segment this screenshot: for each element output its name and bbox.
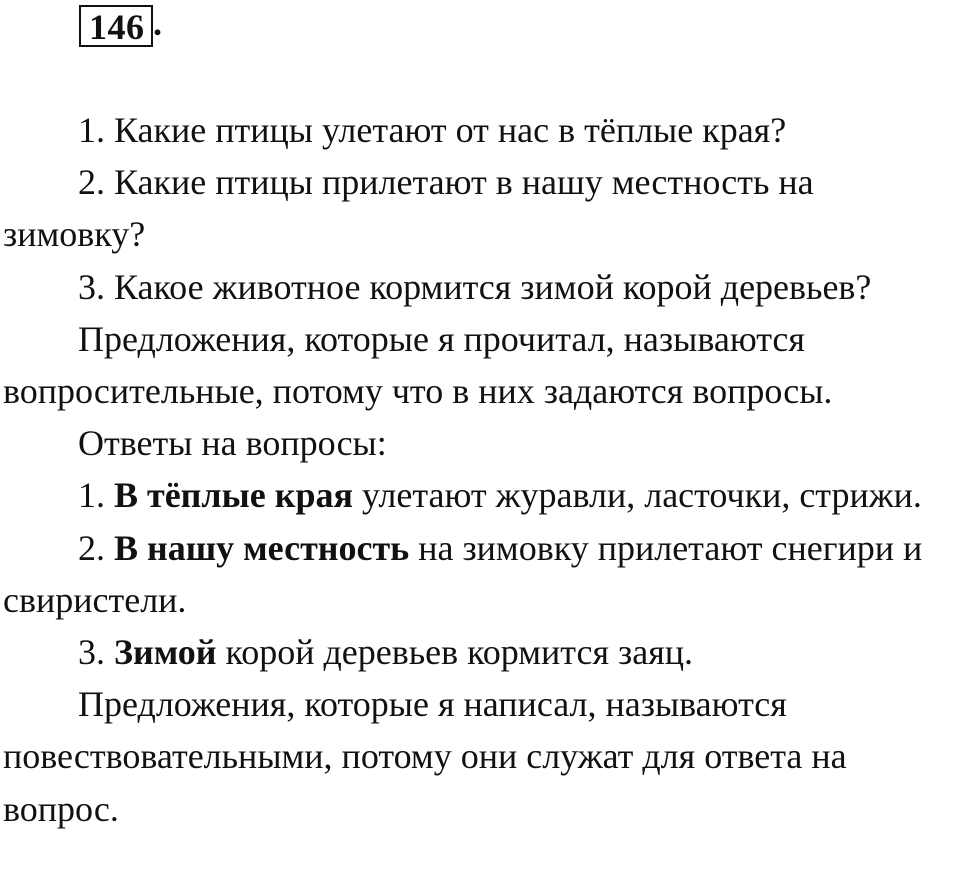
answer-2-rest: на зимовку прилетают снегири и свиристели. <box>3 527 923 620</box>
answer-text <box>3 104 959 835</box>
answer-1 <box>3 469 959 521</box>
answer-1-rest: улетают журавли, ласточки, стрижи. <box>352 475 922 516</box>
answer-2-bold: В нашу местность <box>114 527 410 568</box>
answer-2-number: 2. <box>78 527 114 568</box>
question-1: 1. Какие птицы улетают от нас в тёплые края? <box>78 110 787 150</box>
answer-3-number: 3. <box>78 632 114 673</box>
task-number-dot: . <box>153 3 163 43</box>
answer-3-bold: Зимой <box>114 632 217 673</box>
answer-1-bold: В тёплые края <box>114 475 353 516</box>
task-number-box <box>79 3 163 47</box>
question-3: 3. Какое животное кормится зимой корой деревьев? <box>78 266 872 307</box>
answer-2 <box>3 522 959 626</box>
task-number: 146 <box>89 7 145 47</box>
answers-conclusion: Предложения, которые я написал, называются повествовательными, потому они служат для ответа на вопрос. <box>3 684 847 829</box>
question-2: 2. Какие птицы прилетают в нашу местность на зимовку? <box>3 162 814 255</box>
questions-conclusion: Предложения, которые я прочитал, называются вопросительные, потому что в них задаются вопросы. <box>3 318 833 412</box>
answer-3-rest: корой деревьев кормится заяц. <box>216 632 694 673</box>
answer-1-number: 1. <box>78 475 114 516</box>
answer-3 <box>3 626 959 678</box>
answers-heading: Ответы на вопросы: <box>78 423 387 464</box>
